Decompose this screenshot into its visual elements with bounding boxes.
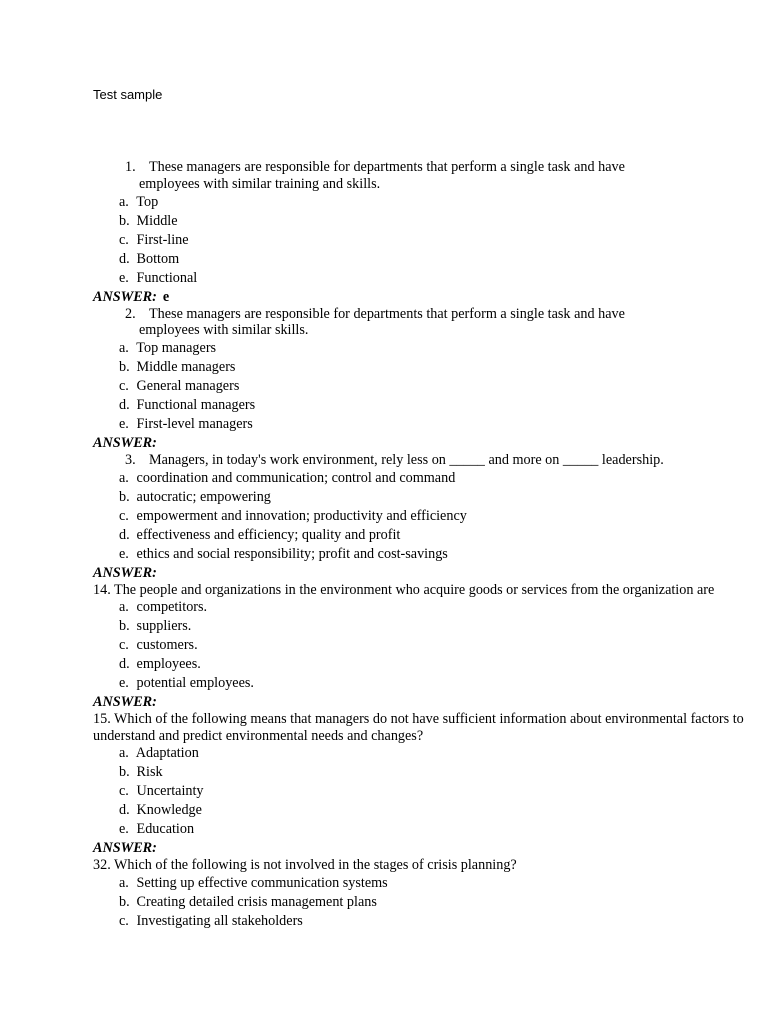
option: b. autocratic; empowering — [119, 488, 271, 505]
option: a. Setting up effective communication systems — [119, 874, 388, 891]
answer-label: ANSWER: — [93, 288, 157, 305]
option: b. Risk — [119, 764, 163, 780]
answer-line — [93, 693, 753, 711]
option: e. Education — [119, 821, 195, 837]
question-text: 15. Which of the following means that managers do not have sufficient information about environmental factors to — [93, 711, 744, 727]
answer-label: ANSWER: — [93, 840, 157, 856]
question-15 — [93, 711, 753, 857]
answer-line — [93, 564, 753, 582]
question-32 — [93, 857, 753, 931]
answer-line — [93, 434, 753, 452]
question-1 — [93, 159, 753, 306]
answer-line — [93, 839, 753, 857]
option: d. Functional managers — [119, 397, 256, 413]
option: c. Investigating all stakeholders — [119, 912, 303, 929]
option: a. Adaptation — [119, 745, 199, 761]
question-text: 14. The people and organizations in the environment who acquire goods or services from the organization are — [93, 581, 715, 598]
question-number: 3. — [125, 452, 136, 468]
question-text: These managers are responsible for departments that perform a single task and have — [149, 305, 625, 322]
answer-label: ANSWER: — [93, 435, 157, 451]
option: c. empowerment and innovation; productivity and efficiency — [119, 507, 467, 524]
option: a. coordination and communication; control and command — [119, 469, 456, 486]
question-text-continued: understand and predict environmental needs and changes? — [93, 727, 424, 744]
question-number: 1. — [125, 159, 136, 175]
question-text-continued: employees with similar skills. — [139, 322, 309, 338]
option: d. effectiveness and efficiency; quality and profit — [119, 526, 401, 543]
question-text: These managers are responsible for departments that perform a single task and have — [149, 159, 625, 175]
option: c. General managers — [119, 378, 240, 394]
question-text: 32. Which of the following is not involved in the stages of crisis planning? — [93, 857, 517, 873]
option: b. Middle managers — [119, 359, 236, 375]
question-number: 2. — [125, 305, 136, 322]
question-2 — [93, 306, 753, 453]
option: d. Bottom — [119, 250, 180, 267]
answer-line — [93, 288, 753, 306]
option: e. Functional — [119, 269, 198, 286]
option: c. customers. — [119, 637, 198, 653]
option: a. Top — [119, 193, 159, 210]
answer-value: e — [162, 288, 170, 305]
option: d. employees. — [119, 656, 201, 672]
answer-label: ANSWER: — [93, 564, 157, 581]
question-list — [93, 159, 753, 931]
option: e. potential employees. — [119, 675, 254, 691]
question-3 — [93, 452, 753, 582]
option: e. ethics and social responsibility; profit and cost-savings — [119, 545, 448, 562]
question-text-continued: employees with similar training and skills. — [139, 175, 381, 192]
question-14 — [93, 582, 753, 712]
question-text: Managers, in today's work environment, rely less on _____ and more on _____ leadership. — [149, 452, 664, 468]
option: a. competitors. — [119, 599, 208, 615]
option: b. Creating detailed crisis management plans — [119, 893, 377, 910]
option: e. First-level managers — [119, 416, 253, 432]
option: d. Knowledge — [119, 802, 202, 818]
option: b. suppliers. — [119, 618, 192, 634]
document-header: Test sample — [93, 87, 163, 102]
option: a. Top managers — [119, 340, 217, 356]
option: c. First-line — [119, 231, 189, 248]
option: b. Middle — [119, 212, 178, 229]
option: c. Uncertainty — [119, 783, 204, 799]
answer-label: ANSWER: — [93, 694, 157, 710]
